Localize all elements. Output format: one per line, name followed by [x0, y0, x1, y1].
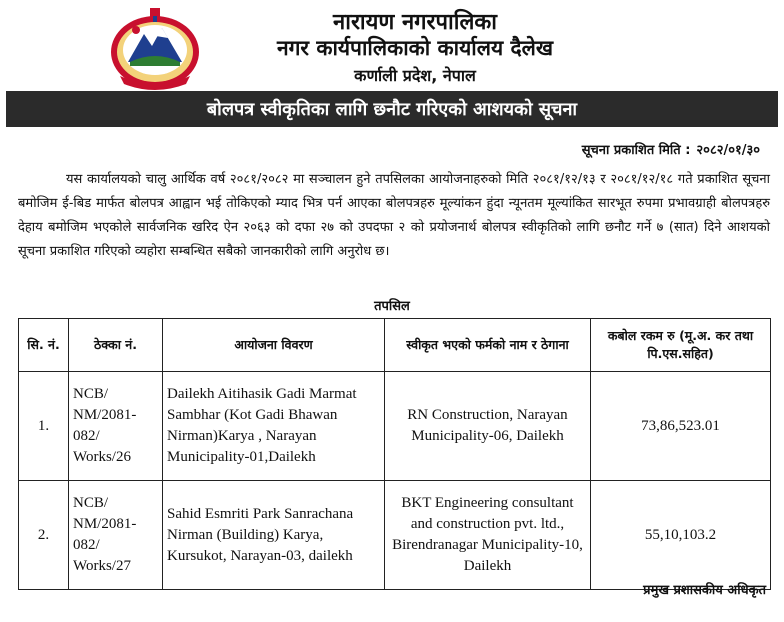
cell-project: Dailekh Aitihasik Gadi Marmat Sambhar (Kot Gadi Bhawan Nirman)Karya , Narayan Municipality-01,Dailekh	[163, 372, 385, 481]
signoff: प्रमुख प्रशासकीय अधिकृत	[643, 583, 766, 598]
publication-date-line	[300, 140, 760, 158]
cell-amount: 55,10,103.2	[591, 481, 771, 590]
publication-date-label: सूचना प्रकाशित मिति :	[581, 143, 691, 158]
nepal-emblem-icon	[106, 6, 204, 92]
cell-serial: 2.	[19, 481, 69, 590]
header-serial: सि. नं.	[19, 319, 69, 372]
office-name: नारायण नगरपालिका	[333, 10, 497, 35]
publication-date-value: २०८२/०१/३०	[696, 143, 760, 158]
cell-serial: 1.	[19, 372, 69, 481]
cell-contract-no: NCB/ NM/2081-082/ Works/27	[69, 481, 163, 590]
table-caption: तपसिल	[374, 299, 410, 314]
header-project: आयोजना विवरण	[163, 319, 385, 372]
office-subtitle: नगर कार्यपालिकाको कार्यालय दैलेख	[276, 36, 554, 60]
cell-firm: RN Construction, Narayan Municipality-06, Dailekh	[385, 372, 591, 481]
cell-contract-no: NCB/ NM/2081-082/ Works/26	[69, 372, 163, 481]
header-contract-no: ठेक्का नं.	[69, 319, 163, 372]
notice-title-bar	[6, 91, 778, 127]
table-row	[19, 481, 771, 590]
table-header-row	[19, 319, 771, 372]
header-firm: स्वीकृत भएको फर्मको नाम र ठेगाना	[385, 319, 591, 372]
table-row	[19, 372, 771, 481]
header-amount: कबोल रकम रु (मू.अ. कर तथा पि.एस.सहित)	[591, 319, 771, 372]
notice-body: यस कार्यालयको चालु आर्थिक वर्ष २०८१/२०८२ मा सञ्चालन हुने तपसिलका आयोजनाहरुको मिति २०८१/१२/१३ र २०८१/१२/१८ गते प्रकाशित सूचना बमोजिम ई-बिड मार्फत बोलपत्र आह्वान भई तोकिएको म्याद भित्र पर्न आएका बोलपत्रहरु मूल्यांकन हुंदा न्यूनतम मूल्यांकित सारभूत रुपमा प्रभावग्राही बोलपत्रहरु देहाय बमोजिम भएकोले सार्वजनिक खरिद ऐन २०६३ को दफा २७ को उपदफा २ को प्रयोजनार्थ बोलपत्र स्वीकृतिको लागि छनौट गर्ने ७ (सात) दिने आशयको सूचना प्रकाशित गरिएको व्यहोरा सम्बन्धित सबैको जानकारीको लागि अनुरोध छ।	[18, 172, 770, 259]
cell-amount: 73,86,523.01	[591, 372, 771, 481]
office-location: कर्णाली प्रदेश, नेपाल	[354, 66, 476, 85]
contracts-table	[18, 318, 771, 590]
cell-firm: BKT Engineering consultant and construction pvt. ltd., Birendranagar Municipality-10, Dailekh	[385, 481, 591, 590]
cell-project: Sahid Esmriti Park Sanrachana Nirman (Building) Karya, Kursukot, Narayan-03, dailekh	[163, 481, 385, 590]
notice-title: बोलपत्र स्वीकृतिका लागि छनौट गरिएको आशयको सूचना	[206, 99, 578, 120]
